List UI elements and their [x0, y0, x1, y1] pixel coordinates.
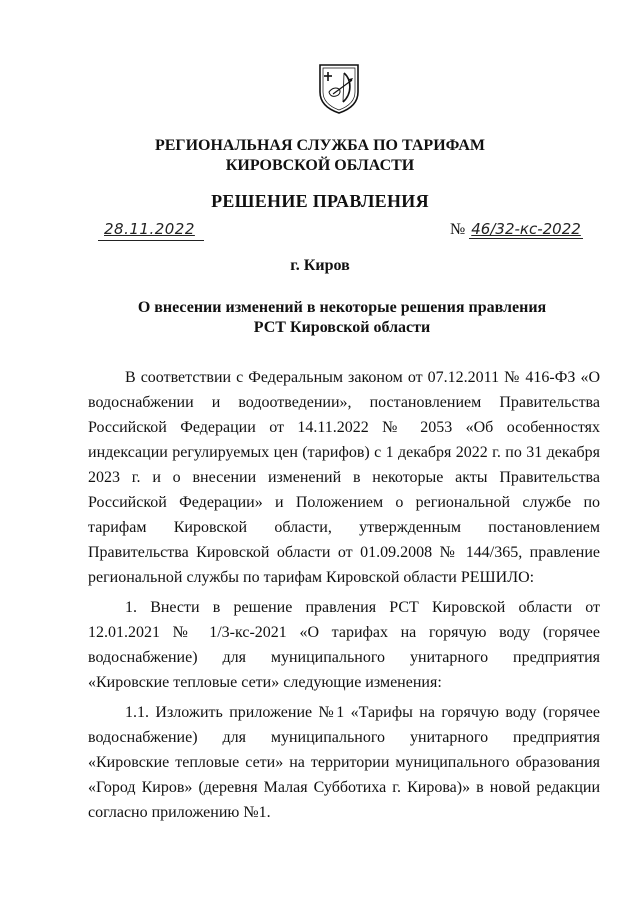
document-type-title: РЕШЕНИЕ ПРАВЛЕНИЯ	[211, 191, 429, 211]
coat-of-arms-icon	[316, 62, 362, 114]
decision-subject-heading: О внесении изменений в некоторые решения правления РСТ Кировской области	[137, 299, 547, 336]
organization-name-line-2: КИРОВСКОЙ ОБЛАСТИ	[225, 157, 415, 174]
city-label: г. Киров	[290, 257, 350, 274]
decision-date-field	[98, 218, 204, 241]
decision-number-field	[450, 220, 583, 242]
body-paragraph-preamble: В соответствии с Федеральным законом от 07.12.2011 № 416-ФЗ «О водоснабжении и водоотведении», постановлением Правительства Российской Федерации от 14.11.2022 № 2053 «Об особенностях индексации регулируемых цен (тарифов) с 1 декабря 2022 г. по 31 декабря 2023 г. и о внесении изменений в некоторые акты Правительства Российской Федерации» и Положением о региональной службе по тарифам Кировской области, утвержденным постановлением Правительства Кировской области от 01.09.2008 № 144/365, правление региональной службы по тарифам Кировской области РЕШИЛО:	[88, 369, 600, 586]
number-sign-label: №	[450, 221, 466, 238]
organization-name-line-1: РЕГИОНАЛЬНАЯ СЛУЖБА ПО ТАРИФАМ	[154, 137, 486, 154]
decision-number-handwritten: 46/32-кс-2022	[471, 220, 581, 238]
body-paragraph-item-1: 1. Внести в решение правления РСТ Кировской области от 12.01.2021 № 1/3-кс-2021 «О тарифах на горячую воду (горячее водоснабжение) для муниципального унитарного предприятия «Кировские тепловые сети» следующие изменения:	[88, 599, 600, 691]
decision-date-handwritten: 28.11.2022	[104, 220, 195, 238]
body-paragraph-item-1-1: 1.1. Изложить приложение №1 «Тарифы на горячую воду (горячее водоснабжение) для муниципального унитарного предприятия «Кировские тепловые сети» на территории муниципального образования «Город Киров» (деревня Малая Субботиха г. Кирова)» в новой редакции согласно приложению №1.	[88, 704, 600, 821]
